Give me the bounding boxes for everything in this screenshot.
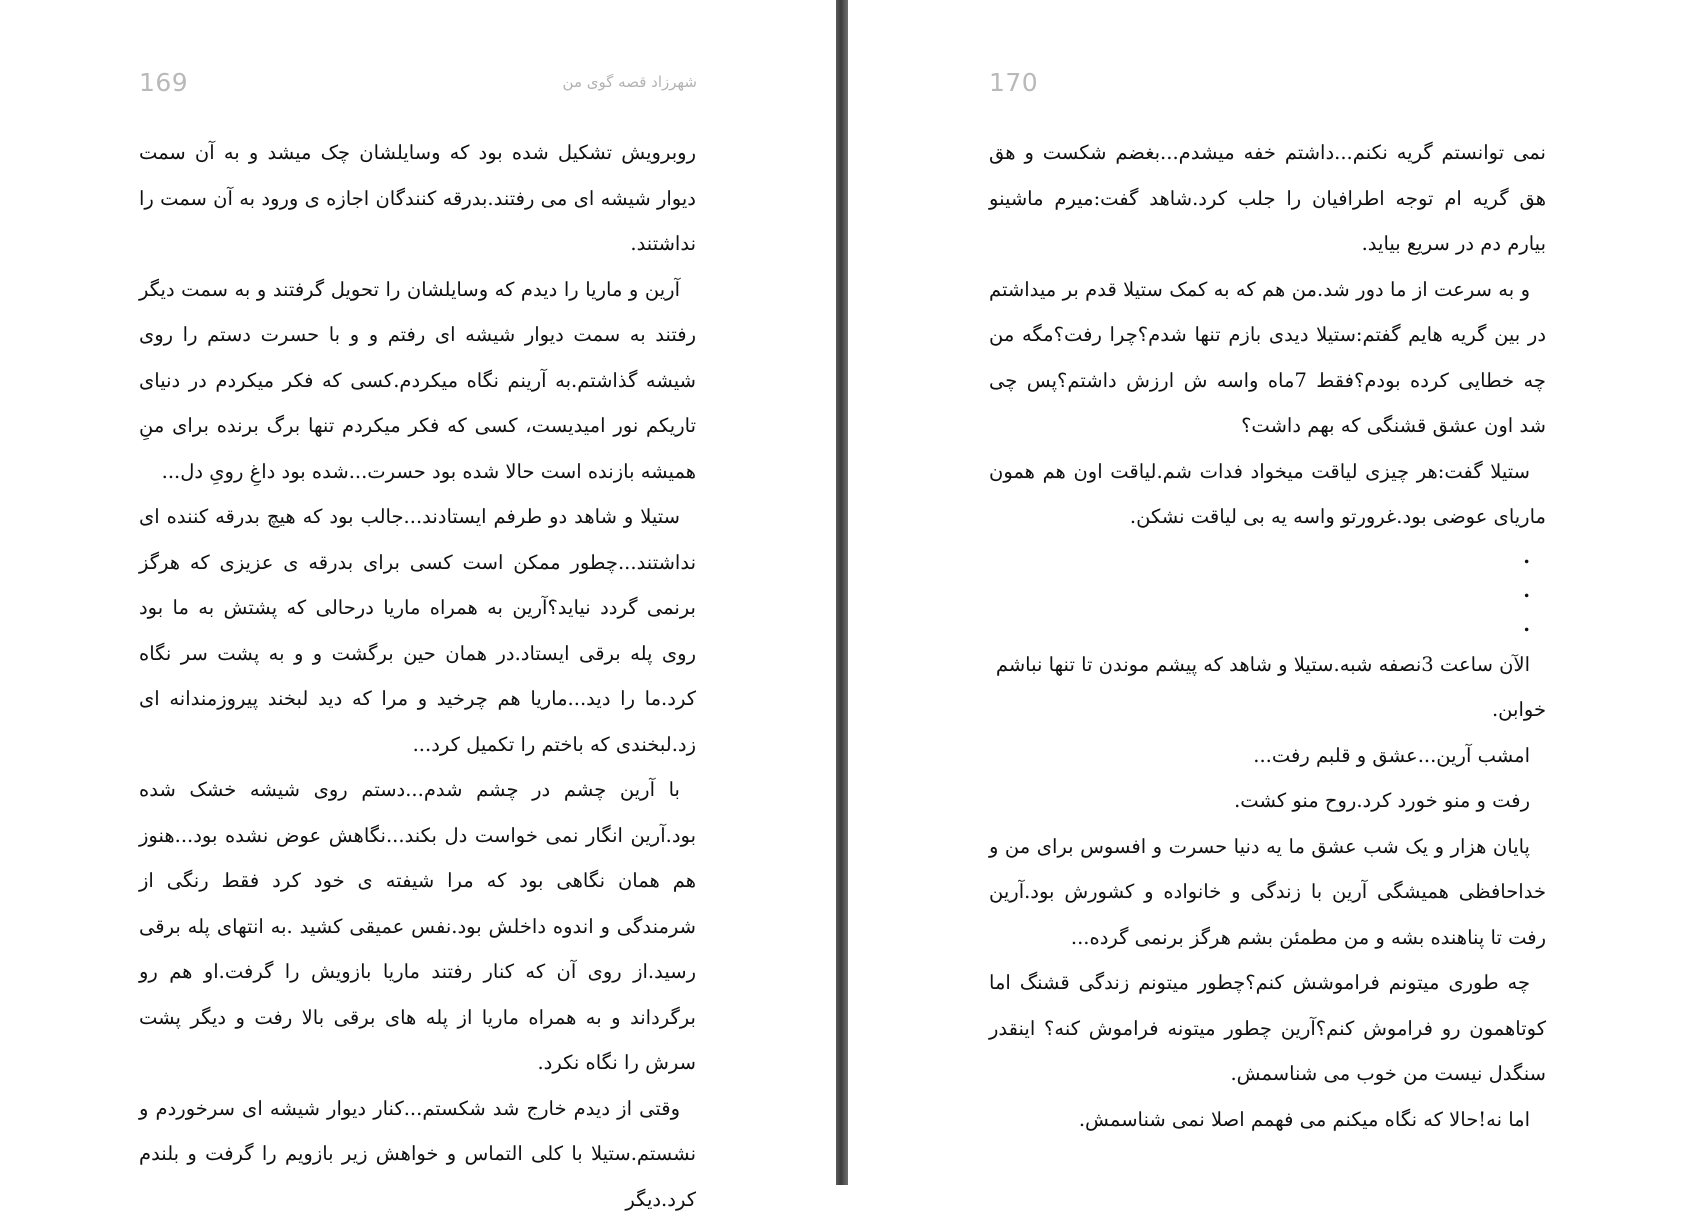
- paragraph: ستیلا گفت:هر چیزی لیاقت میخواد فدات شم.لیاقت اون هم همون ماریای عوضی بود.غرورتو واسه یه بی لیاقت نشکن.: [989, 449, 1546, 540]
- section-dot: .: [989, 608, 1546, 642]
- section-dot: .: [989, 540, 1546, 574]
- left-page: [0, 0, 836, 1185]
- book-gutter: [836, 0, 848, 1185]
- page-number-169: 169: [139, 68, 188, 97]
- left-page-body: [139, 130, 696, 1222]
- paragraph: اما نه!حالا که نگاه میکنم می فهمم اصلا نمی شناسمش.: [989, 1097, 1546, 1143]
- paragraph: چه طوری میتونم فراموشش کنم؟چطور میتونم زندگی قشنگ اما کوتاهمون رو فراموش کنم؟آرین چطور میتونه فراموش کنه؟ اینقدر سنگدل نیست من خوب می شناسمش.: [989, 960, 1546, 1097]
- paragraph: روبرویش تشکیل شده بود که وسایلشان چک میشد و به آن سمت دیوار شیشه ای می رفتند.بدرقه کنندگان اجازه ی ورود به آن سمت را نداشتند.: [139, 130, 696, 267]
- page-number-170: 170: [989, 68, 1038, 97]
- paragraph: وقتی از دیدم خارج شد شکستم...کنار دیوار شیشه ای سرخوردم و نشستم.ستیلا با کلی التماس و خواهش زیر بازویم را گرفت و بلندم کرد.دیگر: [139, 1086, 696, 1222]
- paragraph: و به سرعت از ما دور شد.من هم که به کمک ستیلا قدم بر میداشتم در بین گریه هایم گفتم:ستیلا دیدی بازم تنها شدم؟چرا رفت؟مگه من چه خطایی کرده بودم؟فقط 7ماه واسه ش ارزش داشتم؟پس چی شد اون عشق قشنگی که بهم داشت؟: [989, 267, 1546, 449]
- right-page-body: [989, 130, 1546, 1142]
- paragraph: الآن ساعت 3نصفه شبه.ستیلا و شاهد که پیشم موندن تا تنها نباشم خوابن.: [989, 642, 1546, 733]
- section-dot: .: [989, 574, 1546, 608]
- paragraph: امشب آرین...عشق و قلبم رفت...: [989, 733, 1546, 779]
- paragraph: پایان هزار و یک شب عشق ما یه دنیا حسرت و افسوس برای من و خداحافظی همیشگی آرین با زندگی و خانواده و کشورش بود.آرین رفت تا پناهنده بشه و من مطمئن بشم هرگز برنمی گرده...: [989, 824, 1546, 961]
- paragraph: ستیلا و شاهد دو طرفم ایستادند...جالب بود که هیچ بدرقه کننده ای نداشتند...چطور ممکن است کسی برای بدرقه ی عزیزی که هرگز برنمی گردد نیاید؟آرین به همراه ماریا درحالی که پشتش به ما بود روی پله برقی ایستاد.در همان حین برگشت و و به پشت سر نگاه کرد.ما را دید...ماریا هم چرخید و مرا که دید لبخند پیروزمندانه ای زد.لبخندی که باختم را تکمیل کرد...: [139, 494, 696, 767]
- running-head: شهرزاد قصه گوی من: [563, 73, 697, 91]
- right-page: [848, 0, 1683, 1185]
- paragraph: رفت و منو خورد کرد.روح منو کشت.: [989, 778, 1546, 824]
- paragraph: با آرین چشم در چشم شدم...دستم روی شیشه خشک شده بود.آرین انگار نمی خواست دل بکند...نگاهش عوض نشده بود...هنوز هم همان نگاهی بود که مرا شیفته ی خود کرد فقط رنگی از شرمندگی و اندوه داخلش بود.نفس عمیقی کشید .به انتهای پله برقی رسید.از روی آن که کنار رفتند ماریا بازویش را گرفت.او هم رو برگرداند و به همراه ماریا از پله های برقی بالا رفت و دیگر پشت سرش را نگاه نکرد.: [139, 767, 696, 1086]
- paragraph: نمی توانستم گریه نکنم...داشتم خفه میشدم...بغضم شکست و هق هق گریه ام توجه اطرافیان را جلب کرد.شاهد گفت:میرم ماشینو بیارم دم در سریع بیاید.: [989, 130, 1546, 267]
- paragraph: آرین و ماریا را دیدم که وسایلشان را تحویل گرفتند و به سمت دیگر رفتند به سمت دیوار شیشه ای رفتم و و با حسرت دستم را روی شیشه گذاشتم.به آرینم نگاه میکردم.کسی که فکر میکردم در دنیای تاریکم نور امیدیست، کسی که فکر میکردم تنها برگ برنده برای منِ همیشه بازنده است حالا شده بود حسرت...شده بود داغِ رویِ دل...: [139, 267, 696, 495]
